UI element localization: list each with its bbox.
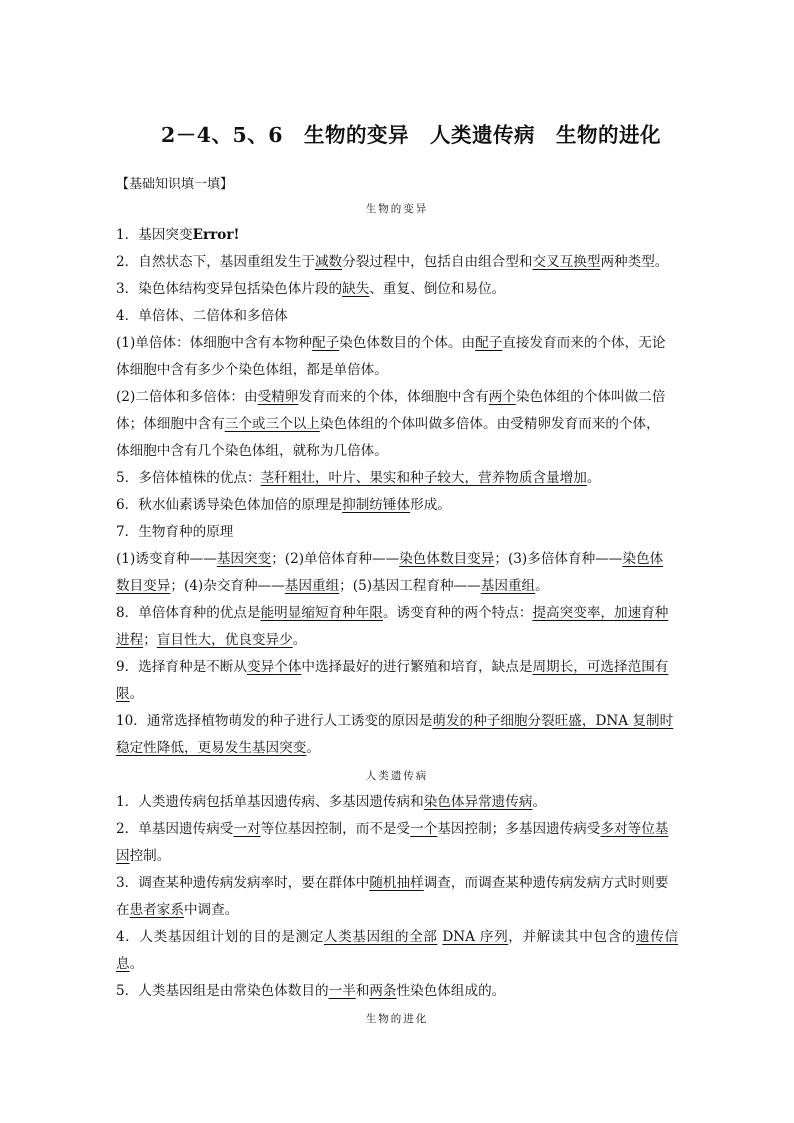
answer-blank: 基因重组 [284,578,340,594]
text-run: 1．基因突变 [116,227,193,243]
answer-blank: 染色体 [622,551,664,567]
text-line [116,276,678,303]
text-run: ； [143,632,157,648]
answer-blank: 染色体异常遗传病 [423,794,533,810]
answer-blank: 减数 [314,254,343,270]
text-line [116,465,678,492]
text-run: ；(3)多倍体育种—— [494,551,623,567]
text-run: 3．染色体结构变异包括染色体片段的 [116,281,343,297]
answer-blank: DNA 序列 [442,929,509,945]
text-run: 4．单倍体、二倍体和多倍体 [116,308,288,324]
text-run: 和 [355,983,370,999]
text-run: 2．自然状态下，基因重组发生于 [116,254,315,270]
text-line [116,519,678,546]
text-line [116,681,678,708]
text-line [116,627,678,654]
answer-blank: 患者家系 [129,902,184,918]
text-run: (1)诱变育种—— [116,551,217,567]
text-line [116,384,678,411]
text-run: 10．通常选择植物萌发的种子进行人工诱变的原因是 [116,713,433,729]
text-line [116,978,678,1005]
text-run: ；(4)杂交育种—— [170,578,285,594]
answer-blank: 变异个体 [247,659,302,675]
answer-blank: 数目变异 [116,578,171,594]
text-run: 体细胞中含有几个染色体组，就称为几倍体。 [116,443,388,459]
text-line [116,600,678,627]
text-run: 控制。 [129,848,171,864]
text-run: (1)单倍体：体细胞中含有本物种 [116,335,312,351]
text-line [116,924,678,978]
answer-blank: 配子 [475,335,503,351]
text-line [116,573,678,600]
text-line [116,735,678,762]
text-line [116,816,678,843]
text-run: 性染色体组成的。 [396,983,506,999]
text-run: 9．选择育种是不断从 [116,659,247,675]
text-run: 5．人类基因组是由常染色体数目的 [116,983,329,999]
answer-blank: 提高突变率，加速育种 [532,605,669,621]
text-run: 染色体组的个体叫做多倍体。由受精卵发育而来的个体， [319,416,660,432]
answer-blank: 两条 [369,983,397,999]
text-line [116,438,678,465]
text-line [116,330,678,357]
answer-blank: 稳定性降低，更易发生基因突变 [116,740,307,756]
text-run: 形成。 [410,497,451,513]
page-title: 2－4、5、6 生物的变异 人类遗传病 生物的进化 [160,123,662,147]
text-line [116,789,678,816]
answer-blank: 缺失 [342,281,370,297]
text-run: 分裂过程中，包括自由组合型和 [342,254,533,270]
answer-blank: 能明显缩短育种年限 [260,605,383,621]
text-run: 体；体细胞中含有 [116,416,225,432]
text-run: 。诱变育种的两个特点： [382,605,533,621]
text-run: 。 [292,632,307,648]
text-run: Error! [192,227,240,243]
text-line [116,897,678,924]
text-run: 基因控制；多基因遗传病受 [437,821,601,837]
text-run: ；(5)基因工程育种—— [339,578,481,594]
text-run: (2)二倍体和多倍体：由 [116,389,258,405]
text-run: 。 [129,956,144,972]
text-run: 体细胞中含有多少个染色体组，都是单倍体。 [116,362,388,378]
answer-blank: 三个或三个以上 [224,416,320,432]
text-run: 。 [532,794,547,810]
text-run: 两种类型。 [600,254,669,270]
text-run: 。 [129,686,144,702]
text-run: 6．秋水仙素诱导染色体加倍的原理是 [116,497,343,513]
document-page [116,118,678,1032]
answer-blank: 两个 [488,389,516,405]
answer-blank: 基因突变 [216,551,272,567]
answer-blank: 受精卵 [257,389,299,405]
text-run: 。 [586,470,601,486]
text-line [116,654,678,681]
text-line [116,222,678,249]
answer-blank: 染色体数目变异 [399,551,495,567]
section-kicker: 【基础知识填一填】 [116,177,234,192]
text-run: 。 [535,578,549,594]
text-run: 、重复、倒位和易位。 [369,281,506,297]
section-heading: 生物的变异 [365,203,429,215]
text-run: 中调查。 [183,902,239,918]
answer-blank: 萌发的种子细胞分裂旺盛，DNA 复制时 [432,713,674,729]
text-line [116,546,678,573]
answer-blank: 一个 [410,821,438,837]
answer-blank: 一半 [328,983,356,999]
sections-container [116,200,678,1028]
text-run: 4．人类基因组计划的目的是测定 [116,929,324,945]
answer-blank: 盲目性大，优良变异少 [156,632,293,648]
answer-blank: 配子 [311,335,340,351]
text-run: 直接发育而来的个体，无论 [502,335,666,351]
text-line [116,303,678,330]
text-run: 3．调查某种遗传病发病率时，要在群体中 [116,875,370,891]
text-run: 等位基因控制，而不是受 [260,821,411,837]
answer-blank: 进程 [116,632,144,648]
answer-blank: 交叉互换型 [532,254,601,270]
text-line [116,843,678,870]
answer-blank: 抑制纺锤体 [342,497,411,513]
answer-blank: 一对 [233,821,261,837]
text-run: 。 [306,740,320,756]
text-run: 调查，而调查某种遗传病发病方式时则要 [423,875,669,891]
text-run: 7．生物育种的原理 [116,524,234,540]
answer-blank: 人类基因组的全部 [323,929,438,945]
text-run: 中选择最好的进行繁殖和培育，缺点是 [301,659,533,675]
text-line [116,249,678,276]
answer-blank: 基因重组 [480,578,536,594]
text-run: 在 [116,902,130,918]
answer-blank: 遗传信息 [116,929,679,972]
text-run: 发育而来的个体，体细胞中含有 [298,389,489,405]
text-run: 2．单基因遗传病受 [116,821,234,837]
text-line [116,357,678,384]
answer-blank: 多对等位基 [600,821,669,837]
text-run: 染色体组的个体叫做二倍 [515,389,666,405]
text-run: 染色体数目的个体。由 [339,335,476,351]
text-run: ，并解读其中包含的 [508,929,637,945]
text-run: 8．单倍体育种的优点是 [116,605,261,621]
text-run: 1．人类遗传病包括单基因遗传病、多基因遗传病和 [116,794,424,810]
text-line [116,708,678,735]
answer-blank: 茎秆粗壮，叶片、果实和种子较大，营养物质含量增加 [260,470,587,486]
text-line [116,411,678,438]
text-line [116,492,678,519]
text-run: 5．多倍体植株的优点： [116,470,261,486]
text-run: ；(2)单倍体育种—— [271,551,400,567]
section-heading: 生物的进化 [365,1013,429,1025]
answer-blank: 因 [116,848,130,864]
answer-blank: 随机抽样 [369,875,424,891]
text-line [116,870,678,897]
answer-blank: 周期长，可选择范围有 [532,659,669,675]
section-heading: 人类遗传病 [365,770,429,782]
answer-blank: 限 [116,686,130,702]
